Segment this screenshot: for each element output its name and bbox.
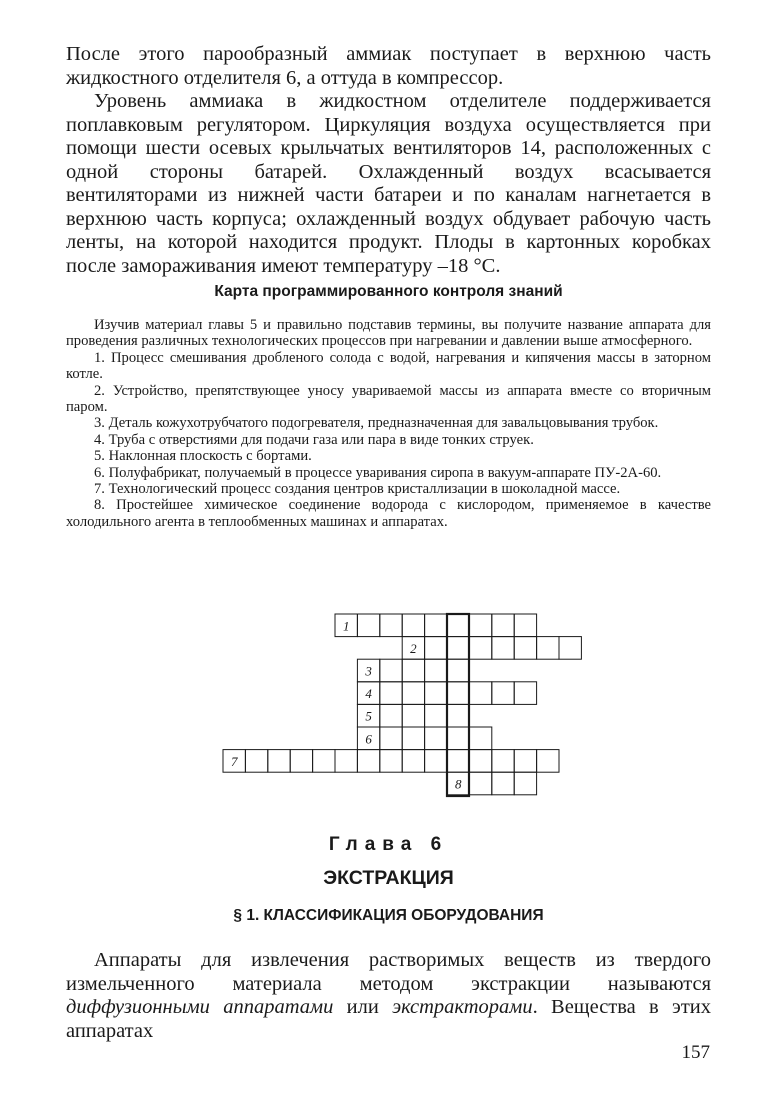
crossword-cell — [402, 727, 424, 750]
crossword-cell — [537, 637, 559, 660]
crossword-cell — [402, 704, 424, 727]
quiz-item-7: 7. Технологический процесс создания центров кристаллизации в шоколадной массе. — [94, 481, 621, 498]
crossword-cell — [514, 772, 536, 795]
crossword-cell — [380, 750, 402, 773]
crossword-cell — [469, 750, 491, 773]
crossword-cell — [268, 750, 290, 773]
crossword-cell — [492, 637, 514, 660]
crossword-cell — [492, 750, 514, 773]
quiz-item-6: 6. Полуфабрикат, получаемый в процессе уваривания сиропа в вакуум-аппарате ПУ-2А-60. — [94, 464, 662, 481]
crossword-cell — [447, 637, 469, 660]
quiz-item-2: 2. Устройство, препятствующее уносу увариваемой массы из аппарата вместе со вторичным паром. — [66, 382, 711, 416]
page-number: 157 — [681, 1042, 710, 1063]
crossword-cell — [313, 750, 335, 773]
crossword-cell — [447, 704, 469, 727]
crossword-cell — [380, 727, 402, 750]
crossword-cell — [514, 614, 536, 637]
crossword-cell — [469, 637, 491, 660]
crossword-cell — [469, 772, 491, 795]
crossword-number-8: 8 — [454, 776, 462, 792]
crossword-cell — [425, 637, 447, 660]
crossword-cell — [469, 682, 491, 705]
crossword-cell — [559, 637, 581, 660]
answer-column — [447, 614, 469, 796]
quiz-intro: Изучив материал главы 5 и правильно подставив термины, вы получите название аппарата для проведения различных технологических процессов при нагревании и давлении выше атмосферного. — [66, 317, 711, 350]
body-paragraph-3: Аппараты для извлечения растворимых веществ из твердого измельченного материала методом экстракции называются диффузионными аппаратами или экстракторами. Вещества в этих аппаратах — [66, 949, 712, 1042]
crossword-cell — [402, 659, 424, 682]
crossword-cell — [492, 682, 514, 705]
crossword-cell — [425, 659, 447, 682]
crossword-cell — [425, 750, 447, 773]
chapter-title: ЭКСТРАКЦИЯ — [323, 867, 454, 889]
crossword-cell — [425, 727, 447, 750]
crossword-cell — [447, 682, 469, 705]
body-paragraph-1: После этого парообразный аммиак поступает в верхнюю часть жидкостного отделителя 6, а оттуда в компрессор. — [66, 43, 711, 89]
crossword-cell — [447, 614, 469, 637]
quiz-title: Карта программированного контроля знаний — [214, 283, 563, 300]
crossword-cell — [492, 614, 514, 637]
crossword-cell — [402, 614, 424, 637]
crossword-cell — [402, 750, 424, 773]
crossword-cell — [245, 750, 267, 773]
crossword-cell — [357, 750, 379, 773]
crossword-cell — [380, 704, 402, 727]
crossword-cell — [357, 614, 379, 637]
crossword-number-6: 6 — [365, 731, 372, 747]
crossword-cell — [402, 682, 424, 705]
crossword-cell — [447, 750, 469, 773]
crossword-cell — [425, 704, 447, 727]
crossword-cell — [492, 772, 514, 795]
crossword-cell — [469, 727, 491, 750]
crossword-cell — [425, 682, 447, 705]
crossword-number-4: 4 — [365, 686, 372, 702]
section-title: § 1. КЛАССИФИКАЦИЯ ОБОРУДОВАНИЯ — [233, 907, 544, 924]
quiz-item-4: 4. Труба с отверстиями для подачи газа или пара в виде тонких струек. — [94, 431, 534, 448]
crossword-cell — [514, 682, 536, 705]
crossword-number-3: 3 — [365, 663, 372, 679]
crossword-number-5: 5 — [365, 708, 372, 724]
chapter-label: Глава 6 — [328, 834, 449, 855]
crossword-number-1: 1 — [342, 618, 350, 634]
crossword-cell — [380, 682, 402, 705]
quiz-item-5: 5. Наклонная плоскость с бортами. — [94, 448, 312, 465]
quiz-item-3: 3. Деталь кожухотрубчатого подогревателя, предназначенная для завальцовывания трубок. — [94, 415, 659, 432]
crossword-cell — [290, 750, 312, 773]
crossword-cell — [514, 637, 536, 660]
crossword-cell — [447, 727, 469, 750]
crossword-cell — [380, 659, 402, 682]
quiz-item-8: 8. Простейшее химическое соединение водорода с кислородом, применяемое в качестве холодильного агента в теплообменных машинах и аппаратах. — [66, 497, 711, 530]
crossword-number-2: 2 — [410, 640, 417, 656]
quiz-item-1: 1. Процесс смешивания дробленого солода с водой, нагревания и кипячения массы в заторном котле. — [66, 349, 711, 383]
crossword-cell — [425, 614, 447, 637]
crossword-cell — [469, 614, 491, 637]
crossword-cell — [447, 659, 469, 682]
crossword-cell — [514, 750, 536, 773]
crossword-number-7: 7 — [230, 753, 238, 769]
crossword-cell — [380, 614, 402, 637]
body-paragraph-2: Уровень аммиака в жидкостном отделителе поддерживается поплавковым регулятором. Циркуляция воздуха осуществляется при помощи шести осевых крыльчатых вентиляторов 14, расположенных с одной стороны батарей. Охлажденный воздух всасывается вентиляторами из нижней части батареи и по каналам нагнетается в верхнюю часть корпуса; охлажденный воздух обдувает рабочую часть ленты, на которой находится продукт. Плоды в картонных коробках после замораживания имеют температуру –18 °С. — [66, 90, 711, 277]
crossword-cell — [335, 750, 357, 773]
crossword-cell — [537, 750, 559, 773]
